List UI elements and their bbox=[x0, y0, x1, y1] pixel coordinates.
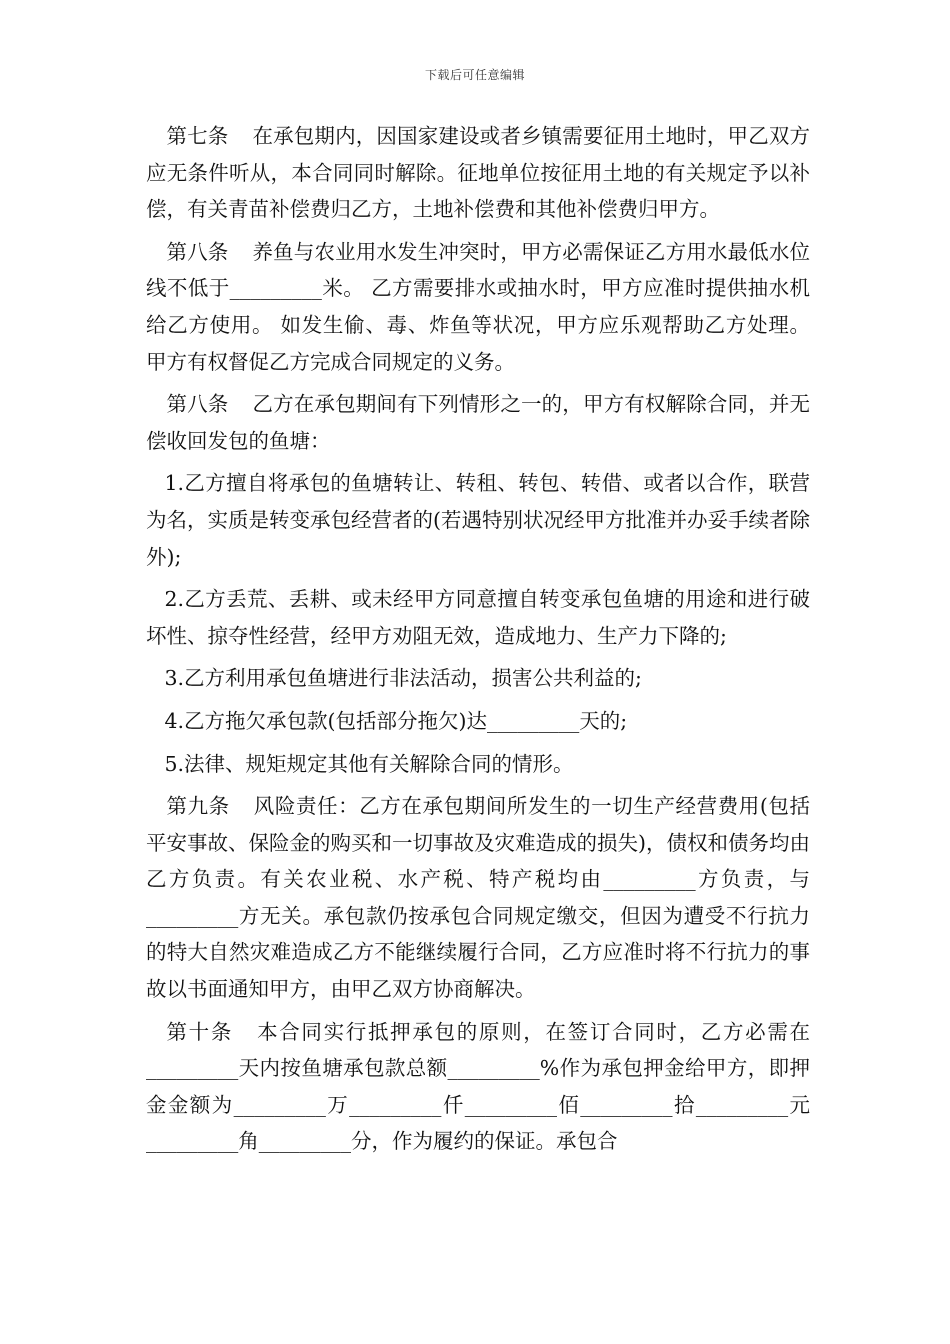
document-body bbox=[146, 118, 810, 1166]
list-item: 3.乙方利用承包鱼塘进行非法活动，损害公共利益的; bbox=[164, 666, 642, 691]
article-text: 养鱼与农业用水发生冲突时，甲方必需保证乙方用水最低水位线不低于_________米。 乙方需要排水或抽水时，甲方应准时提供抽水机给乙方使用。 如发生偷、毒、炸鱼等状况，甲方应乐观帮助乙方处理。 甲方有权督促乙方完成合同规定的义务。 bbox=[146, 239, 811, 374]
article-text: 乙方在承包期间有下列情形之一的，甲方有权解除合同，并无偿收回发包的鱼塘： bbox=[146, 392, 811, 453]
article-title: 第九条 bbox=[166, 794, 230, 819]
article-title: 第八条 bbox=[166, 392, 229, 417]
article-7 bbox=[146, 118, 810, 228]
article-title: 第十条 bbox=[166, 1019, 234, 1044]
list-item: 2.乙方丢荒、丢耕、或未经甲方同意擅自转变承包鱼塘的用途和进行破坏性、掠夺性经营，经甲方劝阻无效，造成地力、生产力下降的; bbox=[146, 587, 810, 648]
list-item: 4.乙方拖欠承包款(包括部分拖欠)达_________天的; bbox=[164, 708, 628, 733]
article-title: 第八条 bbox=[166, 239, 229, 264]
article-text: 风险责任：乙方在承包期间所发生的一切生产经营费用(包括平安事故、保险金的购买和一切事故及灾难造成的损失)，债权和债务均由乙方负责。有关农业税、水产税、特产税均由_________方负责，与_________方无关。承包款仍按承包合同规定缴交，但因为遭受不行抗力的特大自然灾难造成乙方不能继续履行合同，乙方应准时将不行抗力的事故以书面通知甲方，由甲乙双方协商解决。 bbox=[146, 794, 811, 1002]
article-10 bbox=[146, 1014, 810, 1160]
page-header: 下载后可任意编辑 bbox=[424, 68, 525, 82]
article-title: 第七条 bbox=[166, 124, 229, 148]
article-8-water bbox=[146, 234, 810, 380]
article-text: 本合同实行抵押承包的原则，在签订合同时，乙方必需在_________天内按鱼塘承包款总额_________%作为承包押金给甲方，即押金金额为_________万_________仟_________佰_________拾_________元_________角_________分，作为履约的保证。承包合 bbox=[146, 1019, 811, 1154]
list-item: 1.乙方擅自将承包的鱼塘转让、转租、转包、转借、或者以合作，联营为名，实质是转变承包经营者的(若遇特别状况经甲方批准并办妥手续者除外); bbox=[146, 471, 810, 569]
article-text: 在承包期内，因国家建设或者乡镇需要征用土地时，甲乙双方应无条件听从，本合同同时解除。征地单位按征用土地的有关规定予以补偿，有关青苗补偿费归乙方，土地补偿费和其他补偿费归甲方。 bbox=[146, 124, 811, 222]
article-9 bbox=[146, 788, 810, 1008]
list-item: 5.法律、规矩规定其他有关解除合同的情形。 bbox=[164, 751, 574, 776]
article-8-termination bbox=[146, 386, 810, 459]
